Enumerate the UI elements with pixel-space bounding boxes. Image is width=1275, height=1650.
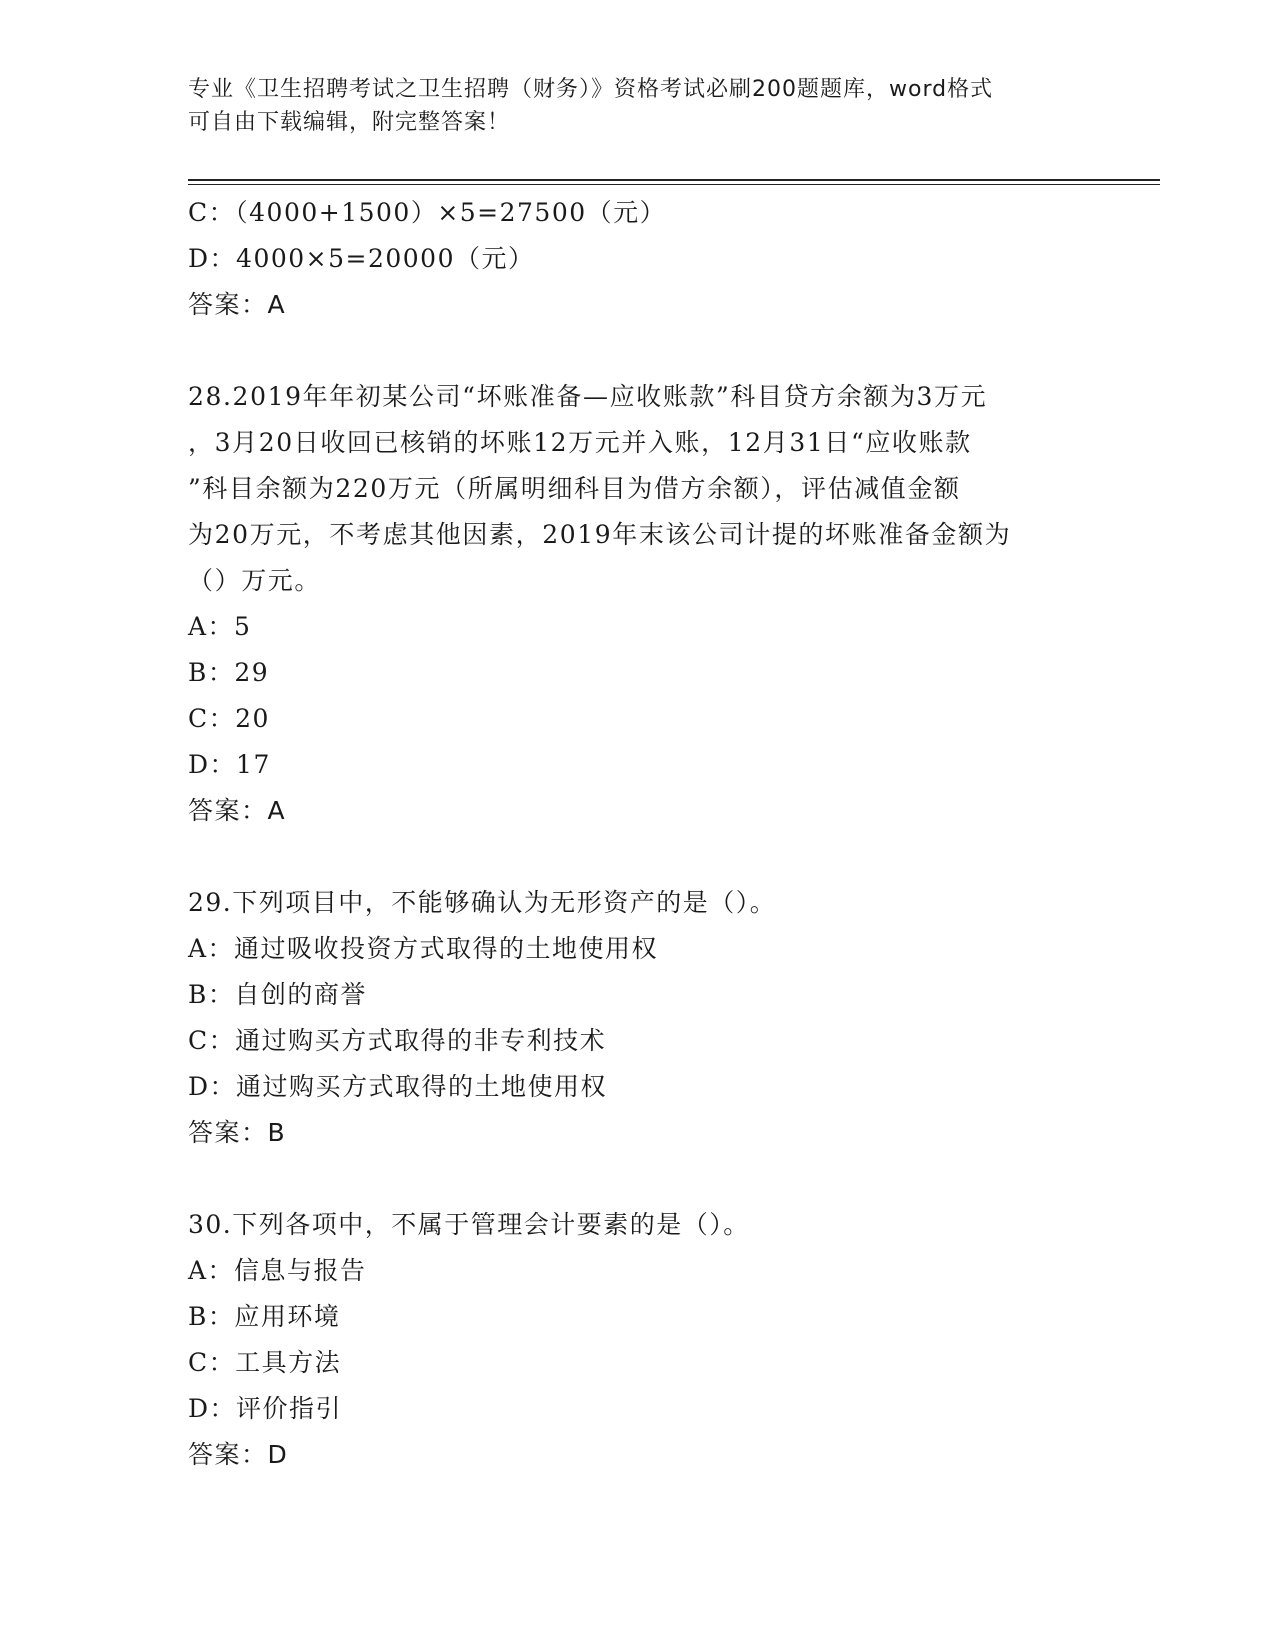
header-divider-thick	[188, 179, 1160, 181]
answer-line: 答案：A	[188, 290, 287, 319]
question-gap	[188, 834, 1088, 880]
option-b: B：应用环境	[188, 1302, 341, 1331]
question-30	[188, 1202, 1088, 1478]
answer-line: 答案：A	[188, 796, 287, 825]
header-divider-thin	[188, 184, 1160, 185]
option-a: A：5	[188, 612, 252, 641]
question-text: 29.下列项目中，不能够确认为无形资产的是（）。	[188, 888, 777, 917]
option-d: D：17	[188, 750, 271, 779]
option-b: B：29	[188, 658, 270, 687]
document-body	[188, 190, 1088, 1478]
question-28	[188, 374, 1088, 834]
question-27-tail	[188, 190, 1088, 328]
option-c: C：20	[188, 704, 270, 733]
option-a: A：信息与报告	[188, 1256, 367, 1285]
answer-line: 答案：B	[188, 1118, 287, 1147]
option-a: A：通过吸收投资方式取得的土地使用权	[188, 934, 659, 963]
option-c: C：通过购买方式取得的非专利技术	[188, 1026, 607, 1055]
header-line-2: 可自由下载编辑，附完整答案！	[188, 110, 511, 135]
question-text: 30.下列各项中，不属于管理会计要素的是（）。	[188, 1210, 750, 1239]
option-b: B：自创的商誉	[188, 980, 367, 1009]
question-text-line: 为20万元，不考虑其他因素，2019年末该公司计提的坏账准备金额为	[188, 520, 1012, 549]
option-c: C：（4000+1500）×5=27500（元）	[188, 198, 667, 227]
option-d: D：评价指引	[188, 1394, 343, 1423]
answer-line: 答案：D	[188, 1440, 289, 1469]
question-gap	[188, 1156, 1088, 1202]
header-line-1: 专业《卫生招聘考试之卫生招聘（财务）》资格考试必刷200题题库，word格式	[188, 77, 994, 102]
option-d: D：通过购买方式取得的土地使用权	[188, 1072, 608, 1101]
question-29	[188, 880, 1088, 1156]
option-c: C：工具方法	[188, 1348, 342, 1377]
question-text-line: （）万元。	[188, 566, 322, 595]
question-text-line: ，3月20日收回已核销的坏账12万元并入账，12月31日“应收账款	[188, 428, 972, 457]
document-header	[188, 73, 1088, 139]
question-text	[188, 374, 1088, 604]
question-text-line: 28.2019年年初某公司“坏账准备—应收账款”科目贷方余额为3万元	[188, 382, 988, 411]
option-d: D：4000×5=20000（元）	[188, 244, 535, 273]
question-text-line: ”科目余额为220万元（所属明细科目为借方余额），评估减值金额	[188, 474, 961, 503]
question-gap	[188, 328, 1088, 374]
